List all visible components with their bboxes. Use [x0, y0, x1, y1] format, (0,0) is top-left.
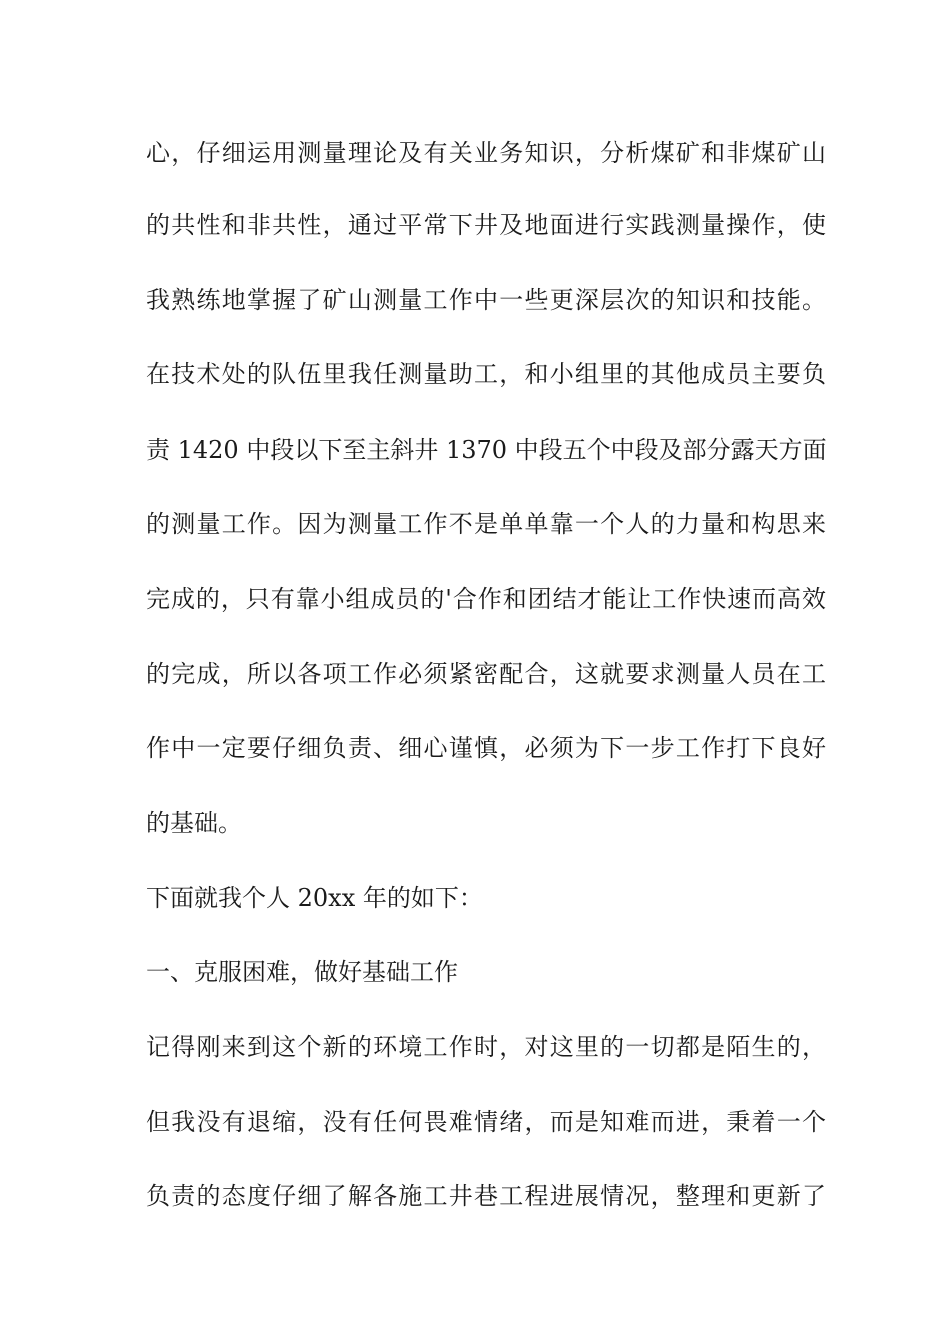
- text-line: 记得刚来到这个新的环境工作时，对这里的一切都是陌生的，: [146, 1033, 826, 1061]
- text-line: 的基础。: [146, 809, 242, 837]
- section-heading: 一、克服困难，做好基础工作: [146, 958, 458, 986]
- text-line: 的测量工作。因为测量工作不是单单靠一个人的力量和构思来: [146, 510, 826, 538]
- text-line: 负责的态度仔细了解各施工井巷工程进展情况，整理和更新了: [146, 1182, 826, 1210]
- text-line: 在技术处的队伍里我任测量助工，和小组里的其他成员主要负: [146, 360, 826, 388]
- text-line: 的完成，所以各项工作必须紧密配合，这就要求测量人员在工: [146, 660, 826, 688]
- text-line: 完成的，只有靠小组成员的'合作和团结才能让工作快速而高效: [146, 585, 826, 613]
- text-line: 但我没有退缩，没有任何畏难情绪，而是知难而进，秉着一个: [146, 1108, 826, 1136]
- text-line: 心，仔细运用测量理论及有关业务知识，分析煤矿和非煤矿山: [146, 139, 826, 167]
- text-line: 下面就我个人 20xx 年的如下：: [146, 884, 483, 912]
- text-line: 作中一定要仔细负责、细心谨慎，必须为下一步工作打下良好: [146, 734, 826, 762]
- text-line: 的共性和非共性，通过平常下井及地面进行实践测量操作，使: [146, 211, 826, 239]
- text-line: 我熟练地掌握了矿山测量工作中一些更深层次的知识和技能。: [146, 286, 826, 314]
- text-line: 责 1420 中段以下至主斜井 1370 中段五个中段及部分露天方面: [146, 436, 827, 464]
